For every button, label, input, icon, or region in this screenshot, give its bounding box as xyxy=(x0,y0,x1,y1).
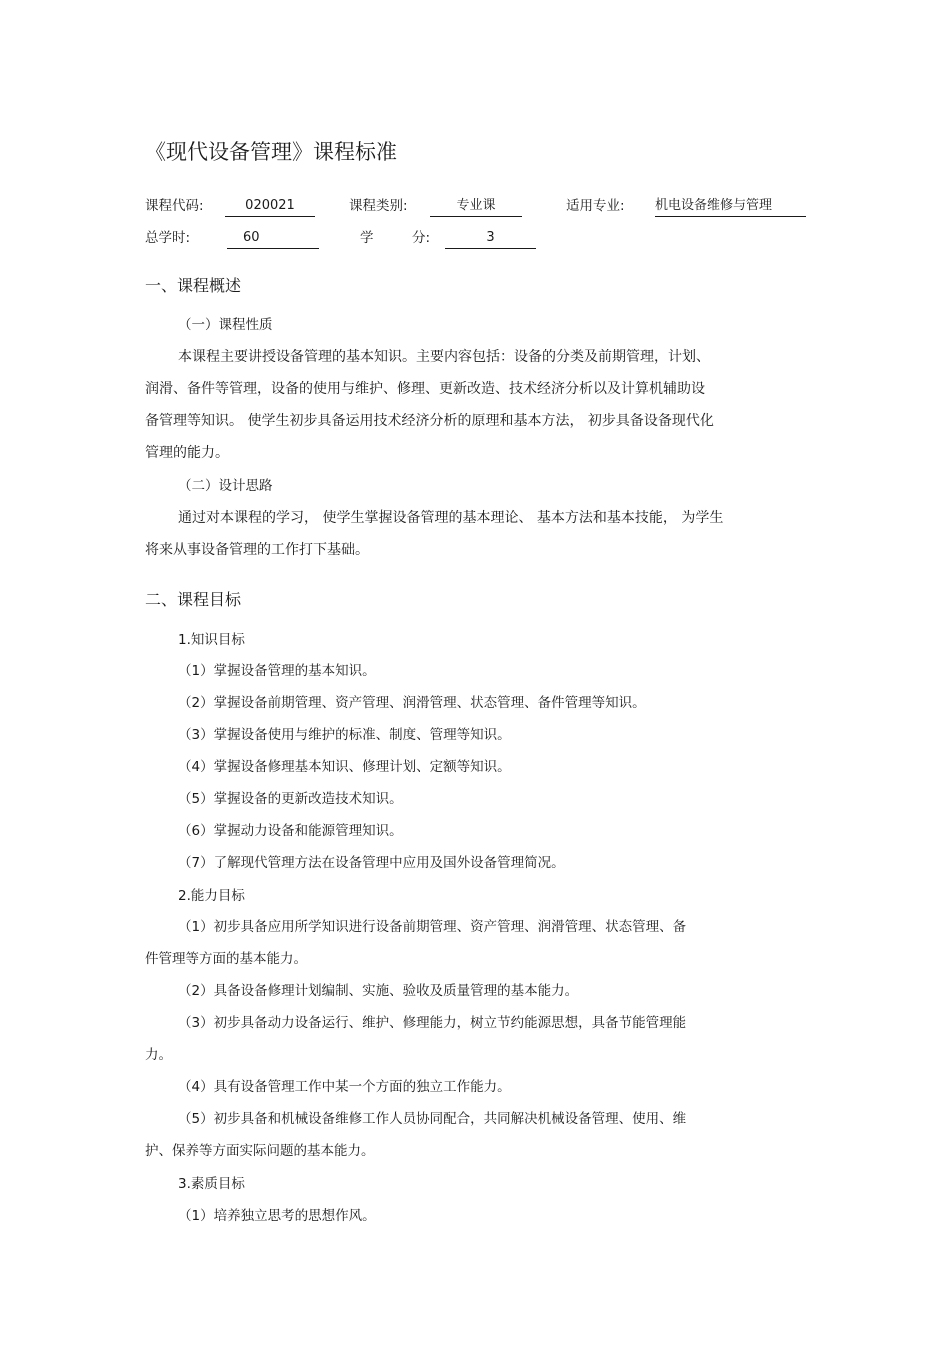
course-code-value: 020021 xyxy=(225,196,315,217)
knowledge-item: （3）掌握设备使用与维护的标准、制度、管理等知识。 xyxy=(178,727,511,743)
hours-value: 60 xyxy=(227,228,319,249)
section-heading-overview: 一、课程概述 xyxy=(145,276,242,295)
ability-item-3-line1: （3）初步具备动力设备运行、维护、修理能力，树立节约能源思想，具备节能管理能 xyxy=(178,1015,687,1031)
section-heading-objectives: 二、课程目标 xyxy=(145,590,242,609)
course-code-label: 课程代码: xyxy=(145,198,204,214)
paragraph-design-idea xyxy=(145,502,810,566)
paragraph-line: 备管理等知识。 使学生初步具备运用技术经济分析的原理和基本方法， 初步具备设备现代化 xyxy=(145,413,714,429)
knowledge-item: （7）了解现代管理方法在设备管理中应用及国外设备管理简况。 xyxy=(178,855,565,871)
major-label: 适用专业: xyxy=(566,198,625,214)
document-title: 《现代设备管理》课程标准 xyxy=(145,140,397,164)
credit-value: 3 xyxy=(445,228,536,249)
ability-item-1-line1: （1）初步具备应用所学知识进行设备前期管理、资产管理、润滑管理、状态管理、备 xyxy=(178,919,687,935)
subheading-design-idea: （二）设计思路 xyxy=(178,478,273,494)
subheading-knowledge-objectives: 1.知识目标 xyxy=(178,632,245,648)
paragraph-line: 通过对本课程的学习， 使学生掌握设备管理的基本理论、 基本方法和基本技能， 为学生 xyxy=(178,510,724,526)
course-type-value: 专业课 xyxy=(430,196,522,217)
knowledge-item: （5）掌握设备的更新改造技术知识。 xyxy=(178,791,403,807)
knowledge-item: （1）掌握设备管理的基本知识。 xyxy=(178,663,376,679)
subheading-course-nature: （一）课程性质 xyxy=(178,317,273,333)
hours-label: 总学时: xyxy=(145,230,191,246)
subheading-quality-objectives: 3.素质目标 xyxy=(178,1176,245,1192)
quality-item: （1）培养独立思考的思想作风。 xyxy=(178,1208,376,1224)
ability-item-4: （4）具有设备管理工作中某一个方面的独立工作能力。 xyxy=(178,1079,511,1095)
credit-label-a: 学 xyxy=(360,230,374,246)
ability-item-5-line2: 护、保养等方面实际问题的基本能力。 xyxy=(145,1143,375,1159)
paragraph-line: 润滑、备件等管理，设备的使用与维护、修理、更新改造、技术经济分析以及计算机辅助设 xyxy=(145,381,705,397)
course-type-label: 课程类别: xyxy=(349,198,408,214)
subheading-ability-objectives: 2.能力目标 xyxy=(178,888,245,904)
paragraph-line: 将来从事设备管理的工作打下基础。 xyxy=(145,542,369,558)
paragraph-course-nature xyxy=(145,341,810,469)
paragraph-line: 管理的能力。 xyxy=(145,445,229,461)
major-value: 机电设备维修与管理 xyxy=(655,196,806,217)
credit-label-b: 分: xyxy=(412,230,431,246)
ability-item-5-line1: （5）初步具备和机械设备维修工作人员协同配合，共同解决机械设备管理、使用、维 xyxy=(178,1111,687,1127)
knowledge-item: （6）掌握动力设备和能源管理知识。 xyxy=(178,823,403,839)
knowledge-item: （2）掌握设备前期管理、资产管理、润滑管理、状态管理、备件管理等知识。 xyxy=(178,695,646,711)
ability-item-2: （2）具备设备修理计划编制、实施、验收及质量管理的基本能力。 xyxy=(178,983,579,999)
ability-item-1-line2: 件管理等方面的基本能力。 xyxy=(145,951,307,967)
ability-item-3-line2: 力。 xyxy=(145,1047,172,1063)
paragraph-line: 本课程主要讲授设备管理的基本知识。主要内容包括：设备的分类及前期管理，计划、 xyxy=(178,349,710,365)
knowledge-item: （4）掌握设备修理基本知识、修理计划、定额等知识。 xyxy=(178,759,511,775)
